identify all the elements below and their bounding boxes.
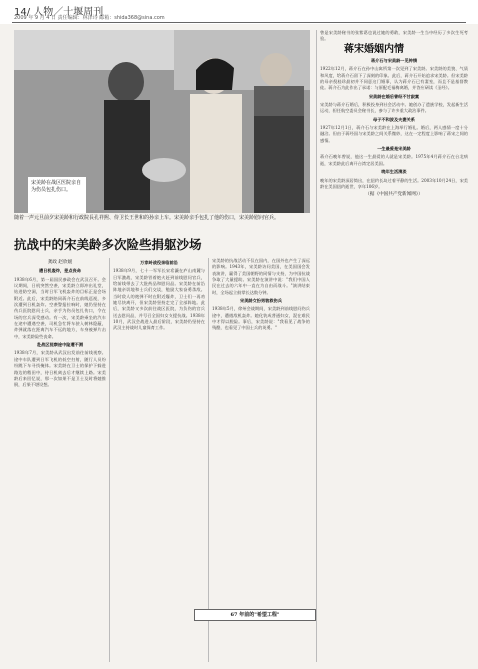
subheading: 晚年生活清淡 [381,169,407,175]
paragraph: 宋美龄与蒋介石婚后，积极投身到社会活动中。她创办了遗族学校，发起新生活运动，担任航空委员会秘书长，参与了许多重大政治事件。 [320,102,468,114]
boxed-subheading: 67 年前的"希望工程" [194,609,316,621]
column-divider [109,258,110,662]
subheading: 万家岭战役亲临前沿 [140,260,178,265]
inset-caption: 宋美龄在战区医院亲自为伤员包扎伤口。 [28,177,86,213]
column-divider [316,30,317,662]
section-title: 14/ 人物／十堰周刊 [14,7,104,18]
paragraph: 1922年12月，蒋介石在孙中山寓所第一次见到了宋美龄。宋美龄的美貌、气质和风度，给蒋介石留下了深刻的印象。此后，蒋介石开始追求宋美龄。但宋美龄的母亲倪桂珍最初并不同意这门婚事，认为蒋介石已有妻室，而且不是基督教徒。蒋介石为此作出了承诺：与原配毛福梅离婚，并答应研读《圣经》。 [320,66,468,91]
subheading: 遭日机轰炸，差点丧命 [39,268,81,274]
subheading: 宋美龄女扮男装救伤兵 [240,298,282,304]
subheading: 一生最爱是宋美龄 [377,146,411,152]
header-divider [12,22,466,23]
historical-photo [14,30,310,213]
paragraph: 蒋介石晚年曾说，他这一生最爱的人就是宋美龄。1975年4月蒋介石在台北病逝，宋美龄此后离开台湾定居美国。 [320,154,468,166]
edition-meta: 2009 年 9 月 4 日 责任编辑：林泽诗 邮箱：shida368@sina.com [14,15,165,21]
photo-caption: 随着一声元旦前夕宋美龄和行政院長孔祥熙、侍卫长王世和的孙亲上车。宋美龄亲手包扎了他的伤口，宋美龄慰问官兵。 [14,215,280,221]
subheading: 宋美龄在婚后曾经不甘寂寞 [368,93,420,99]
source-credit: （据《中国共产党新闻网》） [365,192,423,198]
paragraph: 1938年9月，七十一军军长宋希濂在庐山南麓与日军激战，宋美龄冒着炮火赶到前线慰问官兵，给前线带去了大批药品和慰问品。宋美龄在前沿阵地亲切地和士兵们交谈，勉励大家奋勇杀敌。当时敌人的炮弹不时在附近爆炸，卫士们一再劝她尽快离开，但宋美龄坚持走完了全部阵地。此后，宋美龄又多次前往战区医院，为负伤的官兵送去慰问品，并号召全国妇女支援抗战。1938年10月，武汉会战进入最后阶段，宋美龄仍坚持在武汉主持战时儿童保育工作。 [113,268,205,331]
subheading: 蒋介石与宋美龄一见钟情 [370,58,418,63]
paragraph: 曾是宋美龄秘书的张紫葛也说过她的勇敢，宋美龄一生当中经历了多次生死考验。 [320,30,468,42]
paragraph: 1927年12月1日，蒋介石与宋美龄在上海举行婚礼。婚后，两人感情一度十分融洽。但由于蒋经国与宋美龄之间关系微妙，这在一定程度上影响了蒋宋之间的感情。 [320,125,468,143]
paragraph: 宋美龄的抗战活动不仅在国内，在国外也产生了深远的影响。1943年，宋美龄访问美国，在美国国会发表演讲，赢得了美国朝野的同情与支持，为中国抗战争取了大量援助。宋美龄在演讲中说："我们中国人民在过去的六年中一直在为自由而战斗。"演讲结束时，全场起立鼓掌长达数分钟。 [212,258,310,295]
article-column-2 [113,258,205,662]
article-column-1 [14,258,106,662]
byline: 龚政 赵欣媛 [47,260,73,265]
paragraph: 1938年5月，徐州会战期间，宋美龄到前线慰问伤兵途中，遭遇敌机轰炸。她化装成普通妇女，混在难民中才得以脱险。事后，宋美龄说："我看见了战争的残酷，也看见了中国士兵的英勇。" [212,306,310,331]
column-divider [208,258,209,662]
sidebar-column [320,56,468,662]
page-header [0,0,478,24]
article-column-3 [212,258,310,603]
paragraph: 1938年6月，第一届国民参政会在武汉召开。会议期间，日机突然空袭，宋美龄立即冲出礼堂，钻进防空洞，当时日军飞机轰炸的目标正是会场附近。此后，宋美龄陪同蒋介石在前线巡视，多次遭到日机轰炸。空袭警报拉响时，她仍坚持在伤兵医院慰问士兵，亲手为伤员包扎伤口，令在场的官兵深受感动。有一次，宋美龄乘坐的汽车在途中遭遇空袭，司机急忙将车驶入树林隐蔽，炸弹就落在距离汽车不远的地方，车身被弹片击中，宋美龄险些丧命。 [14,276,106,339]
paragraph: 晚年的宋美龄深居简出，在纽约长岛过着平静的生活。2003年10月24日，宋美龄在美国纽约逝世，享年106岁。 [320,177,468,189]
article-headline: 抗战中的宋美龄多次险些捐躯沙场 [14,237,202,252]
subheading: 赴战区视察途中险遭不测 [36,342,84,348]
paragraph: 1938年7月，宋美龄从武汉出发前往前线视察。途中车队遭到日军飞机的低空扫射，随行人员纷纷跳下车寻找掩体。宋美龄在卫士的保护下躲进路边的稻田中，待日机离去后才继续上路。宋美龄后来回忆说，那一次如果不是卫士及时将她推倒，后果不堪设想。 [14,350,106,388]
sidebar-headline: 蒋宋婚姻内情 [344,44,404,55]
subheading: 母子不和波及夫妻关系 [373,116,415,122]
